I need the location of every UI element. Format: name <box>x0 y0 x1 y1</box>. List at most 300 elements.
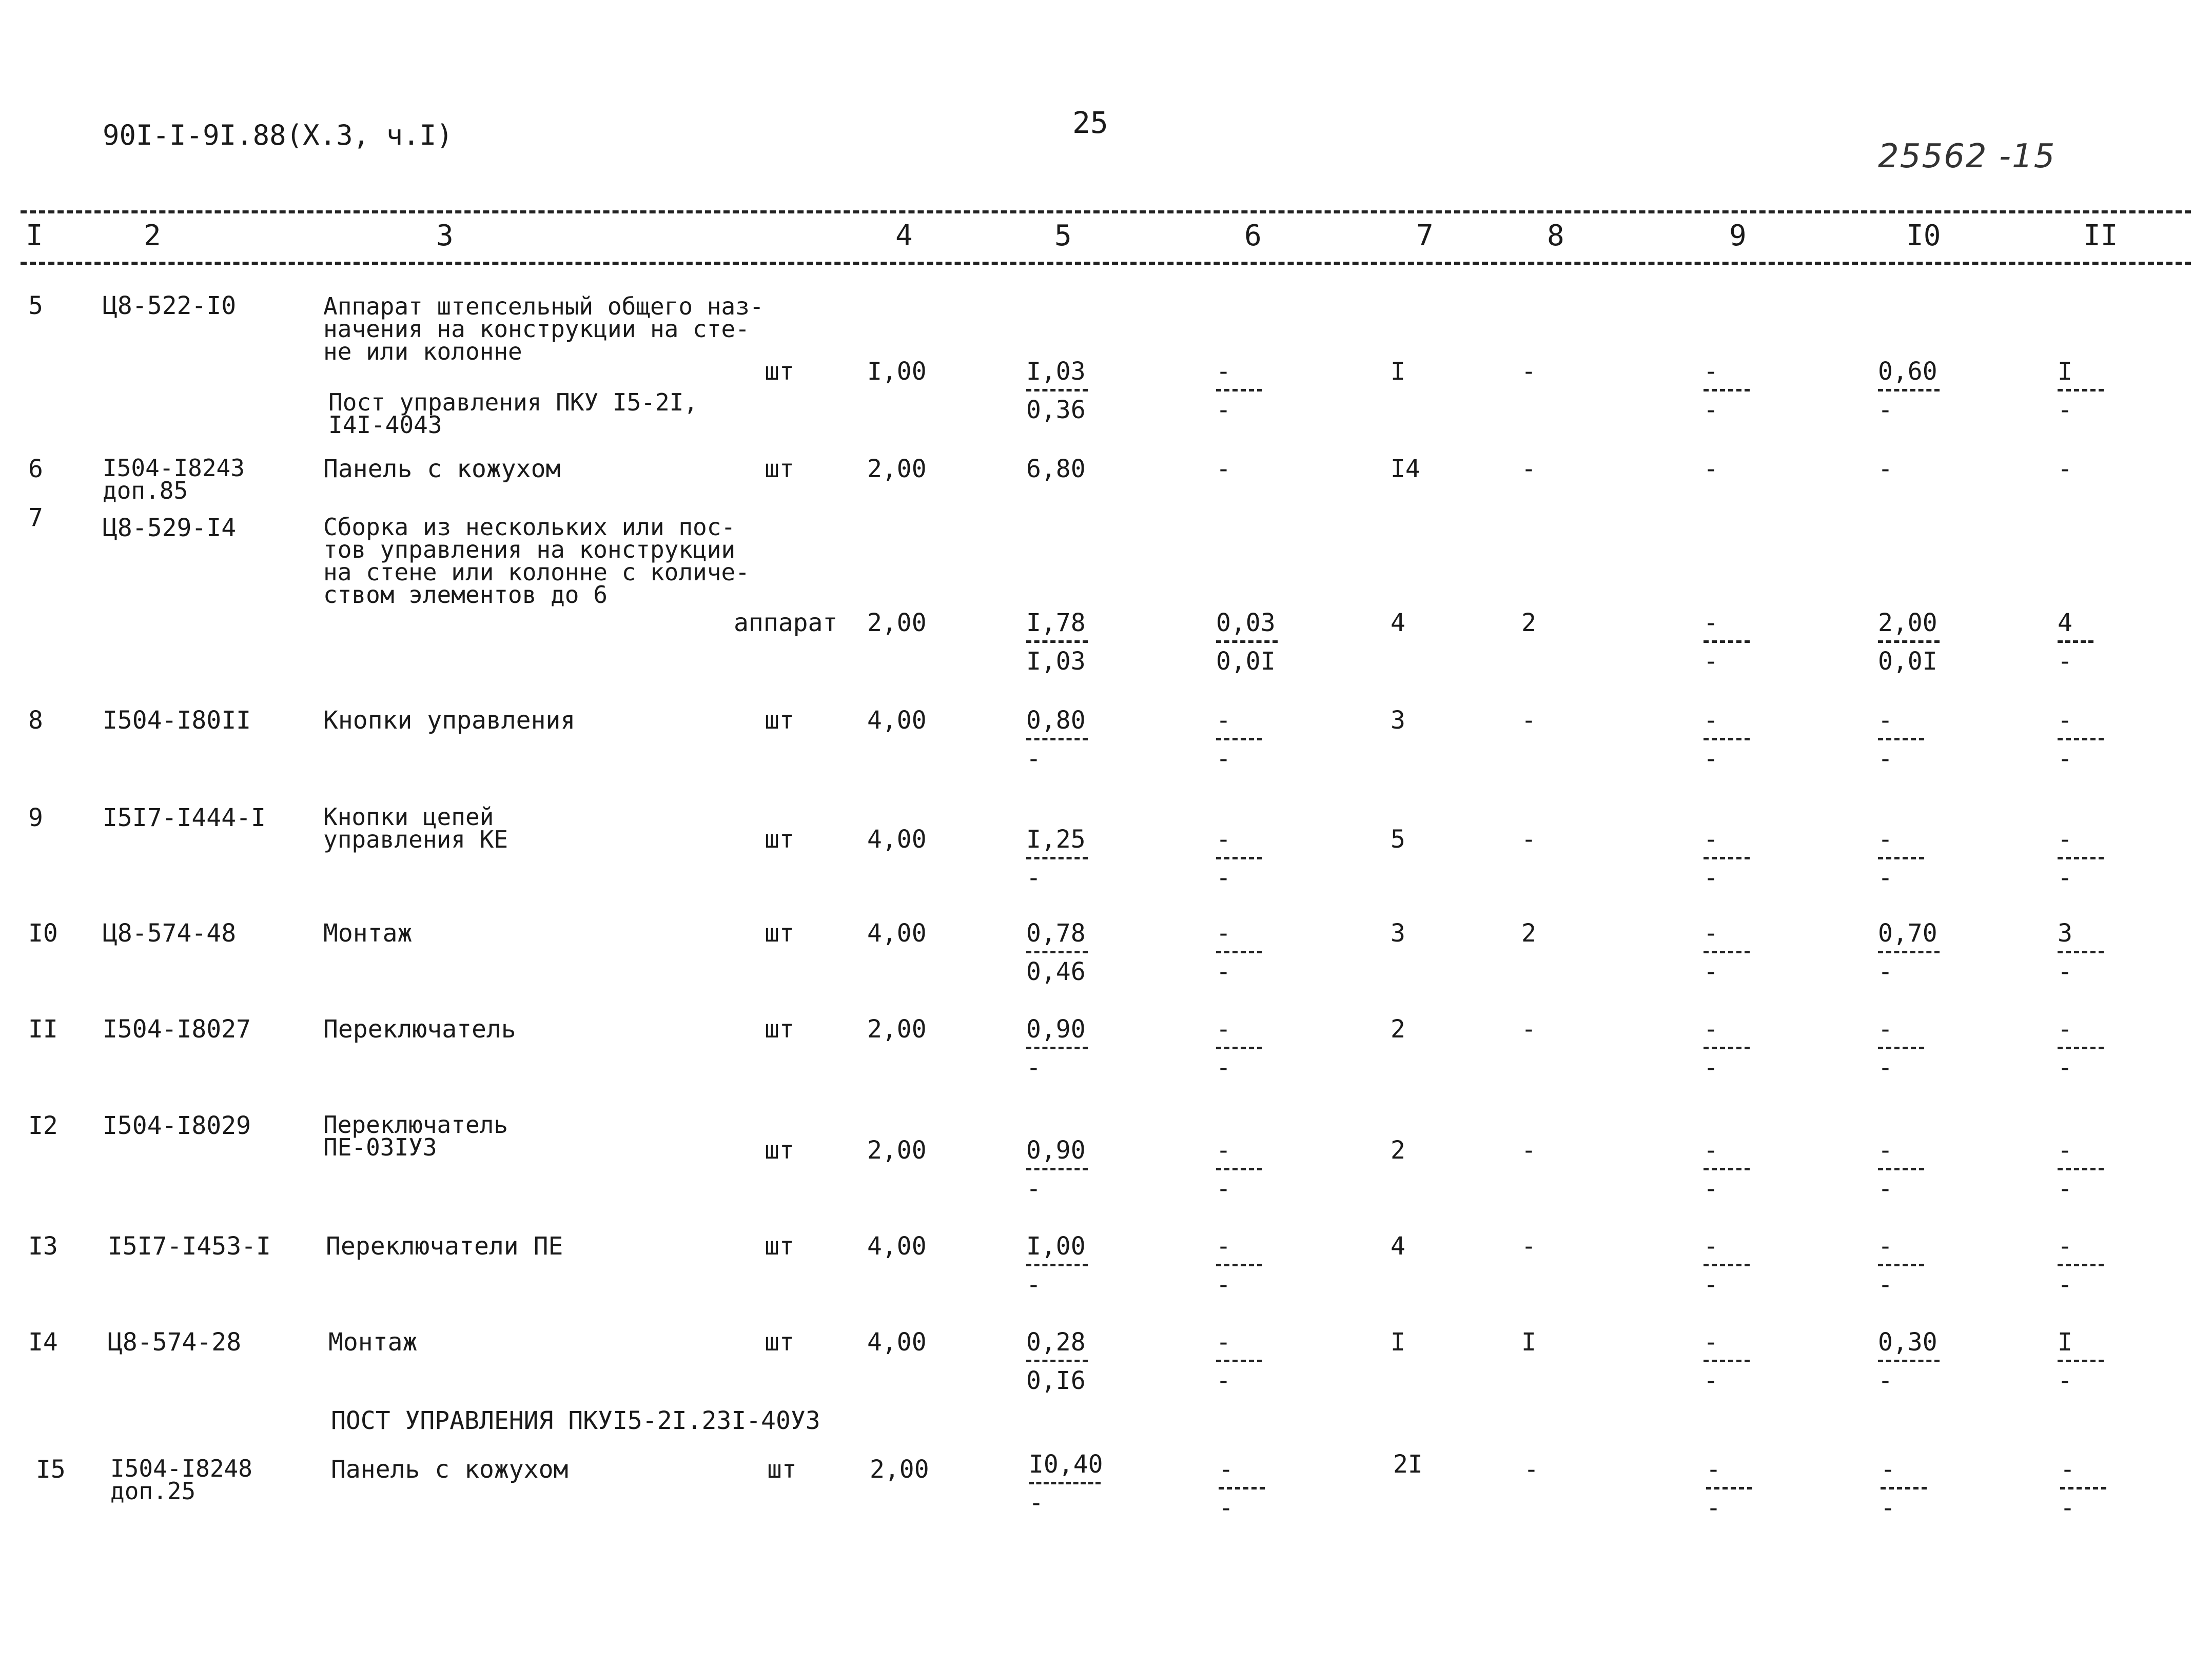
value-bottom: - <box>1216 1270 1231 1299</box>
cell-col11 <box>2058 921 2104 984</box>
value-top: - <box>1216 919 1231 948</box>
value-bottom: - <box>2058 1366 2072 1395</box>
desc-line: Аппарат штепсельный общего наз- <box>323 292 764 320</box>
fraction-bar <box>2058 389 2104 391</box>
fraction-bar <box>1878 1168 1924 1170</box>
row-description: Панель с кожухом <box>331 1455 569 1484</box>
fraction-bar <box>1026 738 1088 740</box>
fraction-bar <box>1026 951 1088 953</box>
cell-col7: 2 <box>1391 1015 1405 1044</box>
value-bottom: - <box>1878 1270 1893 1299</box>
cell-col6 <box>1216 1330 1262 1393</box>
fraction-bar <box>1704 389 1750 391</box>
value-top: 0,03 <box>1216 609 1276 637</box>
cell-col10 <box>1878 921 1940 984</box>
code-line: I504-I8243 <box>103 454 245 482</box>
value-bottom: 0,36 <box>1026 396 1086 424</box>
row-description <box>323 803 508 853</box>
row-unit: шт <box>765 1136 794 1165</box>
cell-col9 <box>1704 1234 1750 1297</box>
value-top: - <box>1704 1232 1718 1261</box>
value-bottom: - <box>1878 1053 1893 1082</box>
desc-line: на стене или колонне с количе- <box>323 558 750 586</box>
cell-col7: 3 <box>1391 706 1405 735</box>
cell-col6: - <box>1216 455 1231 483</box>
value-top: - <box>1216 1136 1231 1165</box>
desc-line: I4I-4043 <box>328 411 442 439</box>
row-number: I3 <box>28 1232 58 1261</box>
cell-col6 <box>1216 1138 1262 1201</box>
fraction-bar <box>1878 1360 1940 1362</box>
cell-col9 <box>1704 1330 1750 1393</box>
cell-col8: - <box>1524 1455 1539 1484</box>
cell-col5 <box>1026 359 1088 422</box>
cell-col6 <box>1216 921 1262 984</box>
row-number: 5 <box>28 291 43 320</box>
value-top: - <box>2060 1455 2075 1484</box>
cell-col9 <box>1704 708 1750 771</box>
value-top: 0,90 <box>1026 1015 1086 1044</box>
value-bottom: - <box>1026 864 1041 892</box>
cell-col10 <box>1878 611 1940 674</box>
cell-col9 <box>1704 921 1750 984</box>
value-top: 0,90 <box>1026 1136 1086 1165</box>
row-number: I5 <box>36 1455 66 1484</box>
row-qty: 4,00 <box>867 1232 927 1261</box>
row-qty: 4,00 <box>867 919 927 948</box>
value-bottom: - <box>1704 1053 1718 1082</box>
cell-col10 <box>1878 827 1924 890</box>
value-bottom: - <box>1216 744 1231 773</box>
cell-col7: 2 <box>1391 1136 1405 1165</box>
col-header-9: 9 <box>1729 219 1747 252</box>
value-bottom: - <box>2058 864 2072 892</box>
row-qty: 4,00 <box>867 1328 927 1357</box>
value-top: - <box>1216 825 1231 854</box>
fraction-bar <box>1216 1168 1262 1170</box>
cell-col11 <box>2058 359 2104 422</box>
value-bottom: - <box>1704 396 1718 424</box>
value-bottom: - <box>2058 957 2072 986</box>
row-qty: 2,00 <box>867 455 927 483</box>
row-number: I0 <box>28 919 58 948</box>
value-top: I <box>2058 357 2072 386</box>
value-top: I,03 <box>1026 357 1086 386</box>
fraction-bar <box>2058 1264 2104 1266</box>
cell-col6 <box>1216 1234 1262 1297</box>
fraction-bar <box>2058 640 2093 643</box>
col-header-11: II <box>2083 219 2118 252</box>
value-bottom: - <box>1026 1270 1041 1299</box>
cell-col8: - <box>1521 706 1536 735</box>
row-number: 6 <box>28 455 43 483</box>
cell-col7: I4 <box>1391 455 1420 483</box>
fraction-bar <box>1704 857 1750 859</box>
fraction-bar <box>2058 857 2104 859</box>
row-code: Ц8-574-28 <box>108 1328 242 1357</box>
cell-col11 <box>2058 1138 2104 1201</box>
cell-col7: 3 <box>1391 919 1405 948</box>
value-top: I,25 <box>1026 825 1086 854</box>
value-bottom: 0,0I <box>1216 647 1276 676</box>
fraction-bar <box>1029 1482 1101 1484</box>
value-top: - <box>1704 1328 1718 1357</box>
value-top: - <box>2058 706 2072 735</box>
header-top-rule <box>21 210 2191 213</box>
cell-col5 <box>1026 1330 1088 1393</box>
row-unit: шт <box>765 1328 794 1357</box>
row-code: Ц8-522-I0 <box>103 291 237 320</box>
value-top: 0,28 <box>1026 1328 1086 1357</box>
row-number: 9 <box>28 803 43 832</box>
fraction-bar <box>1704 640 1750 643</box>
cell-col9: - <box>1704 455 1718 483</box>
value-top: I <box>2058 1328 2072 1357</box>
cell-col5 <box>1026 611 1088 674</box>
value-bottom: 0,0I <box>1878 647 1937 676</box>
fraction-bar <box>1878 640 1940 643</box>
fraction-bar <box>1878 738 1924 740</box>
row-unit: шт <box>765 455 794 483</box>
code-line: I504-I8248 <box>110 1455 252 1482</box>
value-bottom: - <box>1026 1053 1041 1082</box>
row-unit: шт <box>765 706 794 735</box>
cell-col9 <box>1704 611 1750 674</box>
cell-col6 <box>1216 1017 1262 1080</box>
value-top: - <box>1706 1455 1721 1484</box>
row-code: I504-I8029 <box>103 1111 251 1140</box>
value-bottom: - <box>1026 744 1041 773</box>
value-top: - <box>1878 706 1893 735</box>
cell-col11 <box>2058 1330 2104 1393</box>
value-bottom: - <box>2058 1053 2072 1082</box>
value-bottom: - <box>1216 1366 1231 1395</box>
cell-col10 <box>1878 1234 1924 1297</box>
cell-col5 <box>1026 921 1088 984</box>
row-code <box>103 454 245 504</box>
value-top: 0,80 <box>1026 706 1086 735</box>
row-code: I504-I8027 <box>103 1015 251 1044</box>
value-bottom: - <box>1029 1488 1044 1517</box>
value-top: I0,40 <box>1029 1450 1103 1479</box>
fraction-bar <box>1878 857 1924 859</box>
cell-col5 <box>1026 708 1088 771</box>
row-description: Переключатели ПЕ <box>326 1232 563 1261</box>
row-number: I2 <box>28 1111 58 1140</box>
cell-col8: - <box>1521 1136 1536 1165</box>
value-top: - <box>2058 1136 2072 1165</box>
cell-col10 <box>1878 1330 1940 1393</box>
value-top: 0,30 <box>1878 1328 1937 1357</box>
fraction-bar <box>2060 1487 2106 1489</box>
fraction-bar <box>1704 1168 1750 1170</box>
fraction-bar <box>1026 389 1088 391</box>
cell-col11 <box>2058 611 2093 674</box>
value-top: - <box>2058 1015 2072 1044</box>
cell-col11 <box>2058 708 2104 771</box>
value-bottom: - <box>2058 1270 2072 1299</box>
col-header-3: 3 <box>436 219 454 252</box>
row-number: I4 <box>28 1328 58 1357</box>
fraction-bar <box>1706 1487 1752 1489</box>
value-bottom: - <box>1878 957 1893 986</box>
value-bottom: - <box>1216 864 1231 892</box>
fraction-bar <box>1026 1047 1088 1049</box>
cell-col10: - <box>1878 455 1893 483</box>
fraction-bar <box>1878 1264 1924 1266</box>
cell-col6 <box>1216 359 1262 422</box>
cell-col5 <box>1026 1017 1088 1080</box>
row-subdescription <box>328 388 698 439</box>
value-bottom: - <box>1878 864 1893 892</box>
value-top: - <box>1216 1015 1231 1044</box>
col-header-1: I <box>26 219 43 252</box>
cell-col5: 6,80 <box>1026 455 1086 483</box>
value-top: 0,70 <box>1878 919 1937 948</box>
value-bottom: - <box>1878 1366 1893 1395</box>
row-description: Монтаж <box>328 1328 418 1357</box>
value-bottom: - <box>2058 396 2072 424</box>
cell-col8: - <box>1521 1015 1536 1044</box>
row-description: Кнопки управления <box>323 706 576 735</box>
cell-col8: - <box>1521 455 1536 483</box>
cell-col8: I <box>1521 1328 1536 1357</box>
fraction-bar <box>1704 1047 1750 1049</box>
desc-line: Кнопки цепей <box>323 803 494 831</box>
fraction-bar <box>1216 1360 1262 1362</box>
value-top: - <box>1878 825 1893 854</box>
header-bottom-rule <box>21 262 2191 265</box>
col-header-8: 8 <box>1547 219 1564 252</box>
value-bottom: - <box>1216 1174 1231 1203</box>
cell-col7: I <box>1391 357 1405 386</box>
desc-line: Переключатель <box>323 1111 508 1139</box>
fraction-bar <box>2058 1168 2104 1170</box>
cell-col6 <box>1216 611 1278 674</box>
value-top: - <box>1704 919 1718 948</box>
value-top: - <box>1704 609 1718 637</box>
row-number: 8 <box>28 706 43 735</box>
cell-col6 <box>1219 1457 1265 1520</box>
desc-line: управления КЕ <box>323 826 508 853</box>
row-description <box>323 1113 508 1159</box>
cell-col6 <box>1216 827 1262 890</box>
document-code: 90I-I-9I.88(X.3, ч.I) <box>103 119 453 151</box>
fraction-bar <box>1878 1047 1924 1049</box>
value-bottom: - <box>1878 744 1893 773</box>
col-header-5: 5 <box>1054 219 1072 252</box>
fraction-bar <box>1216 389 1262 391</box>
col-header-7: 7 <box>1416 219 1434 252</box>
fraction-bar <box>1704 738 1750 740</box>
row-qty: 4,00 <box>867 706 927 735</box>
fraction-bar <box>1026 857 1088 859</box>
cell-col8: 2 <box>1521 919 1536 948</box>
row-number: II <box>28 1015 58 1044</box>
value-bottom: - <box>1216 396 1231 424</box>
desc-line: тов управления на конструкции <box>323 536 736 563</box>
cell-col5 <box>1026 827 1088 890</box>
value-top: - <box>1216 357 1231 386</box>
cell-col8: - <box>1521 825 1536 854</box>
cell-col7: 2I <box>1393 1450 1423 1479</box>
row-code <box>110 1455 252 1505</box>
value-bottom: - <box>1216 1053 1231 1082</box>
value-top: 2,00 <box>1878 609 1937 637</box>
value-bottom: I,03 <box>1026 647 1086 676</box>
value-top: I,00 <box>1026 1232 1086 1261</box>
cell-col10 <box>1878 1138 1924 1201</box>
col-header-2: 2 <box>144 219 161 252</box>
fraction-bar <box>1216 738 1262 740</box>
fraction-bar <box>1878 389 1940 391</box>
desc-line: Пост управления ПКУ I5-2I, <box>328 388 698 416</box>
row-description: Переключатель <box>323 1015 516 1044</box>
value-top: - <box>1704 706 1718 735</box>
value-top: 3 <box>2058 919 2072 948</box>
cell-col7: 4 <box>1391 1232 1405 1261</box>
cell-col8: - <box>1521 1232 1536 1261</box>
value-bottom: - <box>1706 1494 1721 1522</box>
fraction-bar <box>1026 640 1088 643</box>
value-bottom: - <box>1704 1366 1718 1395</box>
cell-col6 <box>1216 708 1262 771</box>
desc-line: ПЕ-03IУ3 <box>323 1133 437 1161</box>
col-header-6: 6 <box>1244 219 1262 252</box>
fraction-bar <box>1216 1047 1262 1049</box>
fraction-bar <box>1878 951 1940 953</box>
cell-col7: 5 <box>1391 825 1405 854</box>
value-top: - <box>1216 706 1231 735</box>
value-bottom: - <box>2058 1174 2072 1203</box>
value-top: - <box>1878 1136 1893 1165</box>
fraction-bar <box>1216 857 1262 859</box>
row-qty: 2,00 <box>867 609 927 637</box>
desc-line: начения на конструкции на сте- <box>323 315 750 343</box>
value-bottom: - <box>1219 1494 1234 1522</box>
value-bottom: - <box>2058 647 2072 676</box>
row-unit: шт <box>767 1455 797 1484</box>
value-bottom: - <box>1704 864 1718 892</box>
value-bottom: 0,46 <box>1026 957 1086 986</box>
cell-col11 <box>2058 1234 2104 1297</box>
desc-line: ством элементов до 6 <box>323 581 608 609</box>
code-line: доп.25 <box>110 1477 196 1505</box>
cell-col9 <box>1706 1457 1752 1520</box>
value-top: - <box>2058 1232 2072 1261</box>
value-top: - <box>2058 825 2072 854</box>
value-bottom: - <box>1704 1174 1718 1203</box>
cell-col11: - <box>2058 455 2072 483</box>
value-top: 4 <box>2058 609 2072 637</box>
row-qty: 2,00 <box>867 1136 927 1165</box>
cell-col9 <box>1704 1017 1750 1080</box>
fraction-bar <box>1704 1264 1750 1266</box>
cell-col11 <box>2060 1457 2106 1520</box>
row-unit: шт <box>765 825 794 854</box>
code-line: доп.85 <box>103 477 188 504</box>
cell-col5 <box>1026 1138 1088 1201</box>
fraction-bar <box>1026 1360 1088 1362</box>
cell-col11 <box>2058 1017 2104 1080</box>
row-description <box>323 292 764 365</box>
row-qty: 2,00 <box>870 1455 929 1484</box>
row-code: I5I7-I444-I <box>103 803 266 832</box>
value-bottom: - <box>2060 1494 2075 1522</box>
fraction-bar <box>2058 951 2104 953</box>
value-bottom: - <box>1704 957 1718 986</box>
value-bottom: - <box>1026 1174 1041 1203</box>
row-description <box>323 513 750 609</box>
col-header-4: 4 <box>895 219 913 252</box>
cell-col11 <box>2058 827 2104 890</box>
value-bottom: - <box>1704 647 1718 676</box>
row-code: Ц8-574-48 <box>103 919 237 948</box>
page-number: 25 <box>1072 105 1108 140</box>
row-description: Монтаж <box>323 919 413 948</box>
fraction-bar <box>1216 951 1262 953</box>
row-description: Панель с кожухом <box>323 455 561 483</box>
value-bottom: 0,I6 <box>1026 1366 1086 1395</box>
row-code: I5I7-I453-I <box>108 1232 271 1261</box>
value-top: - <box>1216 1232 1231 1261</box>
row-qty: 2,00 <box>867 1015 927 1044</box>
row-unit: шт <box>765 357 794 386</box>
fraction-bar <box>1026 1168 1088 1170</box>
cell-col9 <box>1704 359 1750 422</box>
value-top: - <box>1216 1328 1231 1357</box>
value-bottom: - <box>1704 1270 1718 1299</box>
row-unit: шт <box>765 919 794 948</box>
handwritten-number: 25562 -15 <box>1878 138 2056 175</box>
value-bottom: - <box>1878 396 1893 424</box>
cell-col10 <box>1878 359 1940 422</box>
row-code: I504-I80II <box>103 706 251 735</box>
cell-col5 <box>1029 1452 1103 1515</box>
col-header-10: I0 <box>1906 219 1941 252</box>
desc-line: Сборка из нескольких или пос- <box>323 513 736 541</box>
value-top: - <box>1881 1455 1895 1484</box>
fraction-bar <box>2058 1360 2104 1362</box>
cell-col10 <box>1881 1457 1927 1520</box>
value-top: 0,60 <box>1878 357 1937 386</box>
desc-line: не или колонне <box>323 338 522 365</box>
fraction-bar <box>1216 640 1278 643</box>
row-qty: 4,00 <box>867 825 927 854</box>
cell-col7: I <box>1391 1328 1405 1357</box>
cell-col10 <box>1878 1017 1924 1080</box>
row-unit: аппарат <box>734 609 838 637</box>
value-top: - <box>1704 357 1718 386</box>
value-top: 0,78 <box>1026 919 1086 948</box>
value-top: - <box>1704 1136 1718 1165</box>
value-top: - <box>1704 1015 1718 1044</box>
fraction-bar <box>2058 1047 2104 1049</box>
value-bottom: - <box>1878 1174 1893 1203</box>
value-top: - <box>1878 1232 1893 1261</box>
row-unit: шт <box>765 1015 794 1044</box>
value-top: I,78 <box>1026 609 1086 637</box>
row-unit: шт <box>765 1232 794 1261</box>
fraction-bar <box>1704 1360 1750 1362</box>
cell-col9 <box>1704 827 1750 890</box>
value-bottom: - <box>1704 744 1718 773</box>
cell-col5 <box>1026 1234 1088 1297</box>
row-code: Ц8-529-I4 <box>103 514 237 542</box>
cell-col10 <box>1878 708 1924 771</box>
fraction-bar <box>1704 951 1750 953</box>
fraction-bar <box>1219 1487 1265 1489</box>
